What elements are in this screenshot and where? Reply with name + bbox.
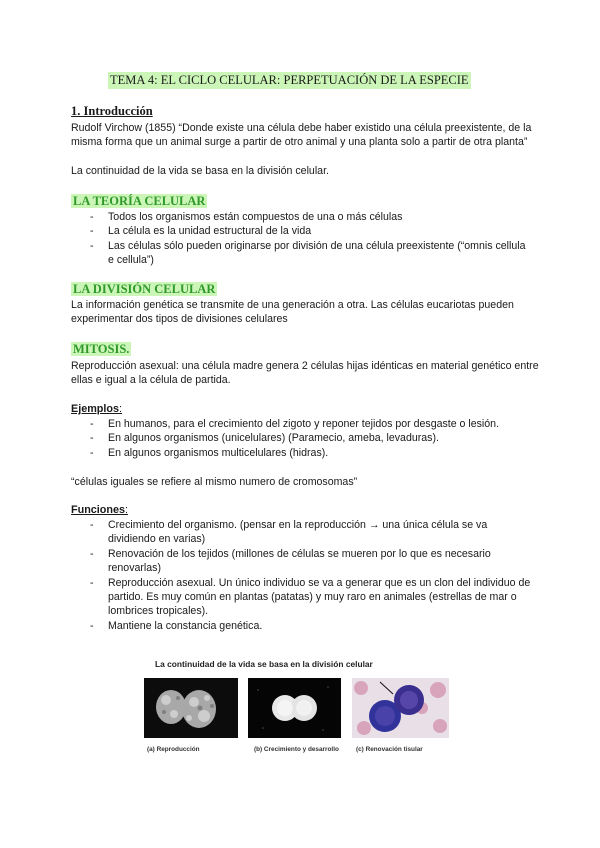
intro-heading: 1. Introducción xyxy=(71,104,153,118)
list-item: - En humanos, para el crecimiento del zigoto y reponer tejidos por desgaste o lesión. xyxy=(71,417,531,431)
list-item: - Mantiene la constancia genética. xyxy=(71,619,531,633)
page-title: TEMA 4: EL CICLO CELULAR: PERPETUACIÓN DE LA ESPECIE xyxy=(110,73,469,87)
reproduction-micrograph xyxy=(144,678,238,738)
list-item: - La célula es la unidad estructural de la vida xyxy=(71,224,531,238)
examples-label: Ejemplos: xyxy=(71,403,123,415)
list-item: - En algunos organismos multicelulares (hidras). xyxy=(71,446,531,460)
list-item: - Las células sólo pueden originarse por división de una célula preexistente (“omnis cellula e cellula”) xyxy=(71,239,531,268)
growth-micrograph xyxy=(248,678,341,738)
figure-label-a: (a) Reproducción xyxy=(147,746,200,753)
list-item: - Reproducción asexual. Un único individuo se va a generar que es un clon del individuo de partido. Es muy común en plantas (patatas) y muy raro en animales (estrellas de mar o lombrices tropicales). xyxy=(71,576,531,619)
continuity-text: La continuidad de la vida se basa en la división celular. xyxy=(71,165,329,177)
figure-label-b: (b) Crecimiento y desarrollo xyxy=(254,746,339,753)
functions-label: Funciones: xyxy=(71,504,128,516)
list-item: - En algunos organismos (unicelulares) (Paramecio, ameba, levaduras). xyxy=(71,431,531,445)
figure-label-c: (c) Renovación tisular xyxy=(356,746,423,753)
tissue-renewal-micrograph xyxy=(352,678,449,738)
cell-theory-list xyxy=(71,210,531,268)
mitosis-text: Reproducción asexual: una célula madre genera 2 células hijas idénticas en material genético entre ellas e igual a la célula de partida. xyxy=(71,360,539,387)
virchow-quote: Rudolf Virchow (1855) “Donde existe una célula debe haber existido una célula preexistente, de la misma forma que un animal surge a partir de otro animal y una planta solo a partir de otra planta” xyxy=(71,122,532,149)
cell-theory-heading: LA TEORÍA CELULAR xyxy=(73,194,206,208)
cell-division-text: La información genética se transmite de una generación a otra. Las células eucariotas pueden experimentar dos tipos de divisiones celulares xyxy=(71,299,514,326)
functions-list xyxy=(71,518,531,633)
figure-caption: La continuidad de la vida se basa en la división celular xyxy=(155,659,373,669)
list-item: - Todos los organismos están compuestos de una o más células xyxy=(71,210,531,224)
list-item: - Renovación de los tejidos (millones de células se mueren por lo que es necesario renovarlas) xyxy=(71,547,531,576)
chromosome-note: “células iguales se refiere al mismo numero de cromosomas” xyxy=(71,476,358,488)
examples-list xyxy=(71,417,531,460)
list-item: - Crecimiento del organismo. (pensar en la reproducción → una única célula se va dividiendo en varias) xyxy=(71,518,531,547)
cell-division-heading: LA DIVISIÓN CELULAR xyxy=(73,282,216,296)
mitosis-heading: MITOSIS. xyxy=(73,342,130,356)
